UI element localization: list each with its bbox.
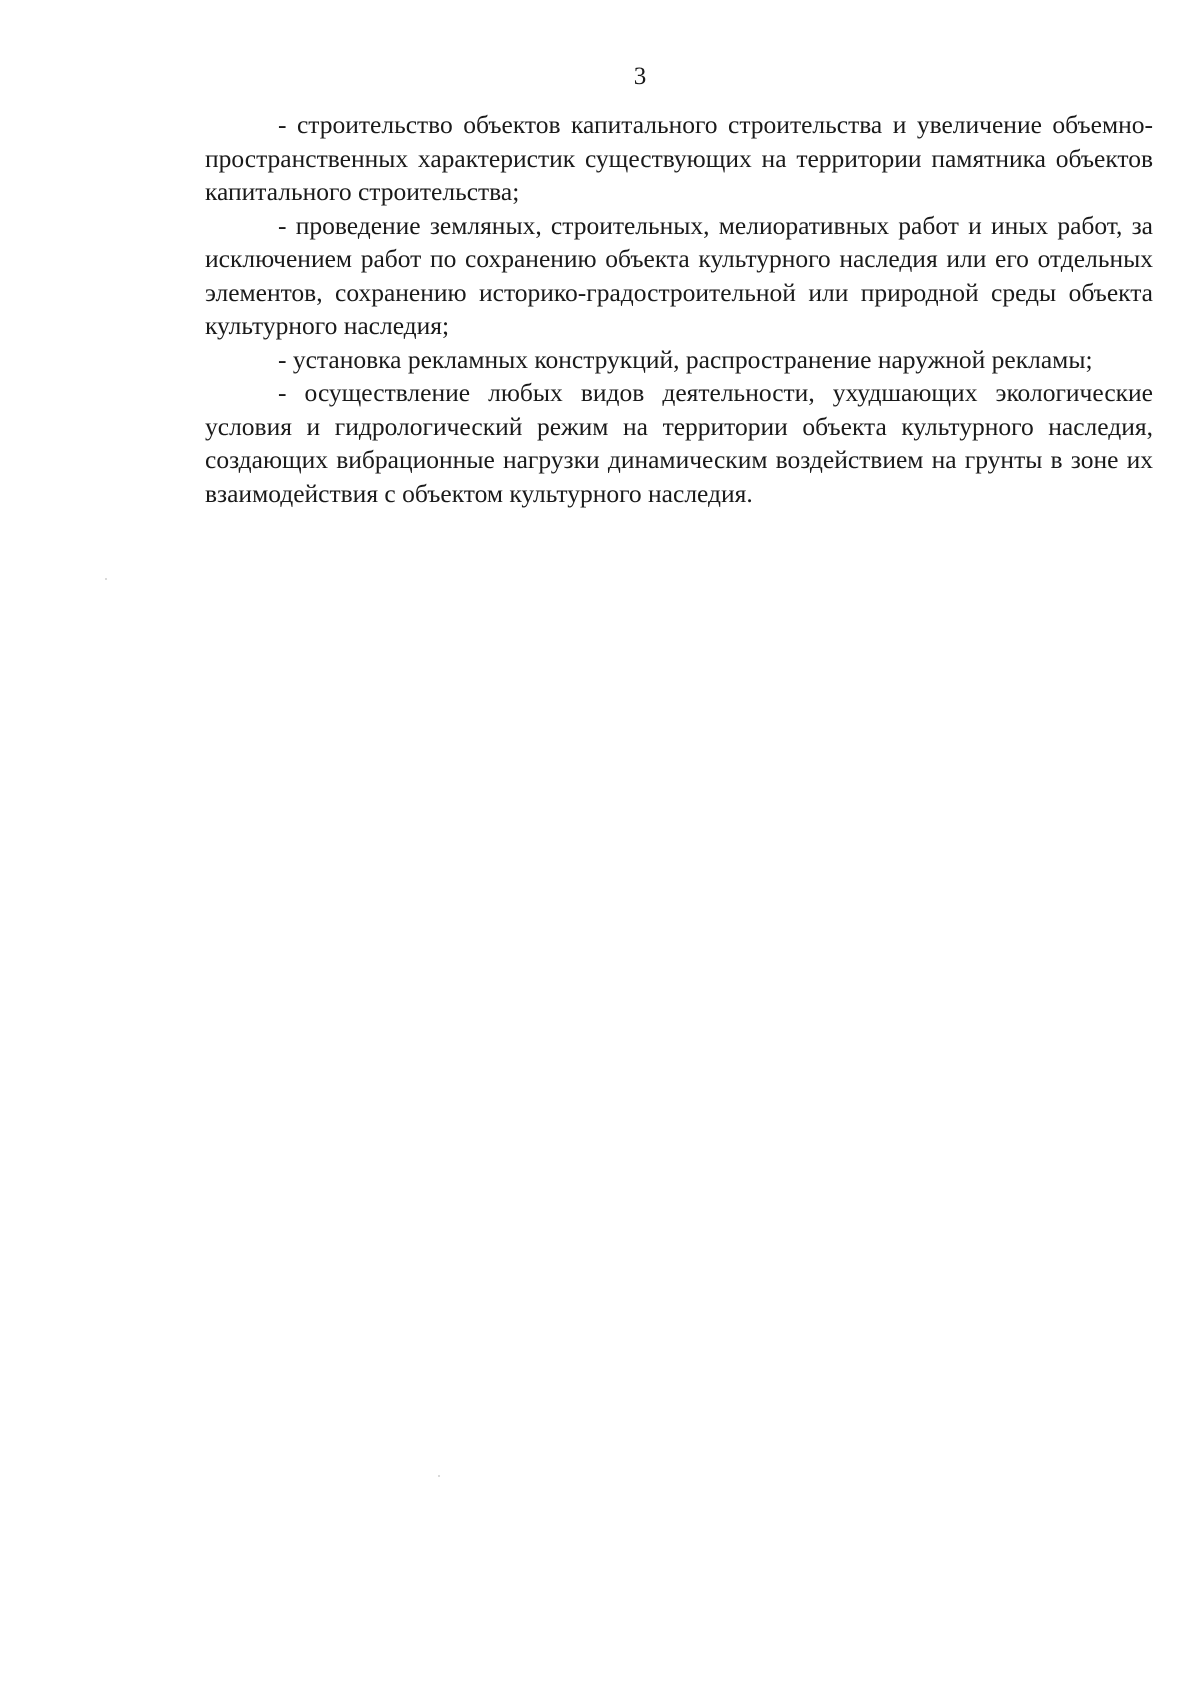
document-body	[205, 108, 1153, 510]
page-number: 3	[633, 63, 647, 90]
scan-speck	[105, 578, 107, 580]
list-item-paragraph: - проведение земляных, строительных, мелиоративных работ и иных работ, за исключением работ по сохранению объекта культурного наследия или его отдельных элементов, сохранению историко-градостроительной или природной среды объекта культурного наследия;	[205, 210, 1153, 340]
scan-speck	[438, 1475, 440, 1477]
list-item-paragraph: - строительство объектов капитального строительства и увеличение объемно-пространственных характеристик существующих на территории памятника объектов капитального строительства;	[205, 110, 1153, 206]
list-item-paragraph: - осуществление любых видов деятельности, ухудшающих экологические условия и гидрологический режим на территории объекта культурного наследия, создающих вибрационные нагрузки динамическим воздействием на грунты в зоне их взаимодействия с объектом культурного наследия.	[205, 378, 1153, 508]
list-item-paragraph: - установка рекламных конструкций, распространение наружной рекламы;	[278, 344, 1093, 374]
